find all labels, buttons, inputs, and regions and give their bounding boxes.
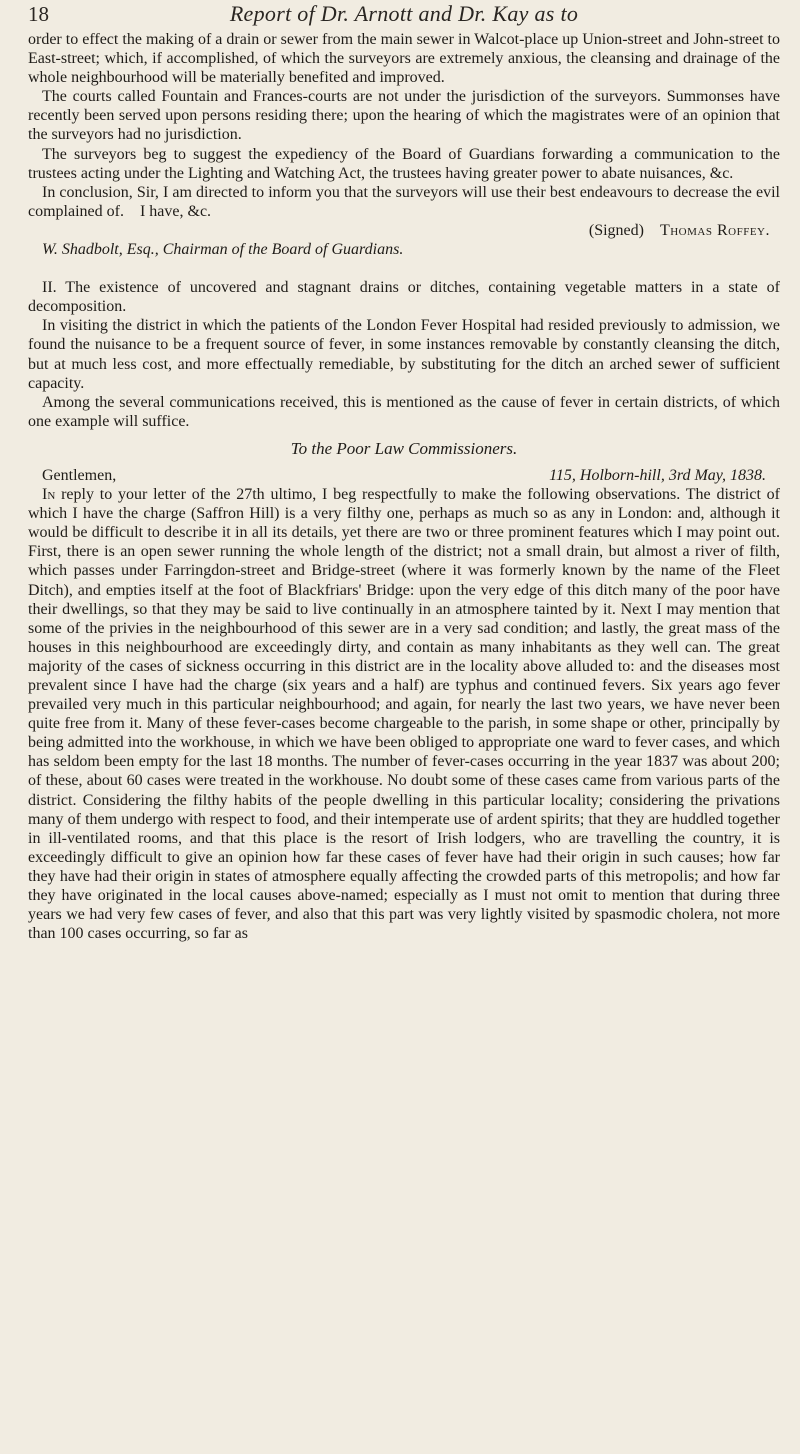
signed-prefix: (Signed) [588, 221, 644, 239]
page-number: 18 [28, 2, 49, 26]
letter-two-salutation-line [28, 466, 780, 485]
addressee-line: W. Shadbolt, Esq., Chairman of the Board of Guardians. [42, 241, 404, 259]
letter-one-paragraph-1: order to effect the making of a drain or sewer from the main sewer in Walcot-place up Union-street and John-street to East-street; which, if accomplished, of which the surveyors are extremely anxious, the cleansing and drainage of the whole neighbourhood will be materially benefited and improved. [28, 31, 780, 87]
section-two-paragraph-3: Among the several communications received, this is mentioned as the cause of fever in certain districts, of which one example will suffice. [28, 393, 780, 430]
letter-one-paragraph-2: The courts called Fountain and Frances-courts are not under the jurisdiction of the surveyors. Summonses have recently been served upon persons residing there; upon the hearing of which the magistrates were of an opinion that the surveyors had no jurisdiction. [28, 88, 780, 144]
lead-word: In [42, 486, 56, 504]
signature-line [28, 221, 780, 240]
salutation: Gentlemen, [42, 466, 117, 484]
signatory-name: Thomas Roffey. [659, 221, 770, 239]
section-two-heading-paragraph: II. The existence of uncovered and stagnant drains or ditches, containing vegetable matters in a state of decomposition. [28, 279, 780, 316]
letter-two-heading: To the Poor Law Commissioners. [290, 438, 518, 458]
running-title: Report of Dr. Arnott and Dr. Kay as to [229, 1, 579, 26]
address-date-text: 115, Holborn-hill, 3rd May, 1838. [549, 466, 766, 484]
letter-one-paragraph-3: The surveyors beg to suggest the expediency of the Board of Guardians forwarding a communication to the trustees acting under the Lighting and Watching Act, the trustees having greater power to abate nuisances, &c. [28, 145, 780, 182]
letter-one-paragraph-4 [28, 183, 780, 221]
page-header [28, 0, 780, 30]
sender-address-date [535, 466, 780, 485]
body-text [28, 30, 780, 943]
section-two-paragraph-2: In visiting the district in which the patients of the London Fever Hospital had resided previously to admission, we found the nuisance to be a frequent source of fever, in some instances removable by constantly cleansing the ditch, but at much less cost, and more effectually remediable, by substituting for the ditch an arched sewer of sufficient capacity. [28, 317, 780, 392]
conclusion-text: In conclusion, Sir, I am directed to inform you that the surveyors will use their best endeavours to decrease the evil complained of. [28, 183, 780, 220]
letter-two-body [28, 485, 780, 943]
letter-two-body-text: reply to your letter of the 27th ultimo, I beg respectfully to make the following observations. The district of which I have the charge (Saffron Hill) is a very filthy one, perhaps as much so as any in London: and, although it would be difficult to describe it in all its details, yet there are two or three prominent features which I may point out. First, there is an open sewer running the whole length of the district; not a small drain, but almost a river of filth, which passes under Farringdon-street and Bridge-street (where it was formerly known by the name of the Fleet Ditch), and empties itself at the foot of Blackfriars' Bridge: upon the very edge of this ditch many of the poor have their dwellings, so that they may be said to live continually in an atmosphere tainted by it. Next I may mention that some of the privies in the neighbourhood of this sewer are in a very sad condition; and lastly, the great mass of the houses in this neighbourhood are exceedingly dirty, and contain as many inhabitants as they well can. The great majority of the cases of sickness occurring in this district are in the locality above alluded to: and the diseases most prevalent since I have had the charge (six years and a half) are typhus and continued fevers. Six years ago fever prevailed very much in this particular neighbourhood; and again, for nearly the last two years, we have never been quite free from it. Many of these fever-cases become chargeable to the parish, in some shape or other, principally by being admitted into the workhouse, in which we have been obliged to appropriate one ward to fever cases, and which has seldom been empty for the last 18 months. The number of fever-cases occurring in the year 1837 was about 200; of these, about 60 cases were treated in the workhouse. No doubt some of these cases came from various parts of the district. Considering the filthy habits of the people dwelling in this particular locality; considering the privations many of them undergo with respect to food, and their intemperate use of ardent spirits; that they are huddled together in ill-ventilated rooms, and that this place is the resort of Irish lodgers, who are travelling the country, it is exceedingly difficult to give an opinion how far these cases of fever have had their origin in such causes; how far they have had their origin in states of atmosphere equally affecting the crowded parts of this metropolis; and how far they have originated in the local causes above-named; especially as I must not omit to mention that during three years we had very few cases of fever, and also that this part was very lightly visited by spasmodic cholera, not more than 100 cases occurring, so far as [28, 486, 781, 943]
closing-formula: I have, &c. [139, 202, 212, 220]
